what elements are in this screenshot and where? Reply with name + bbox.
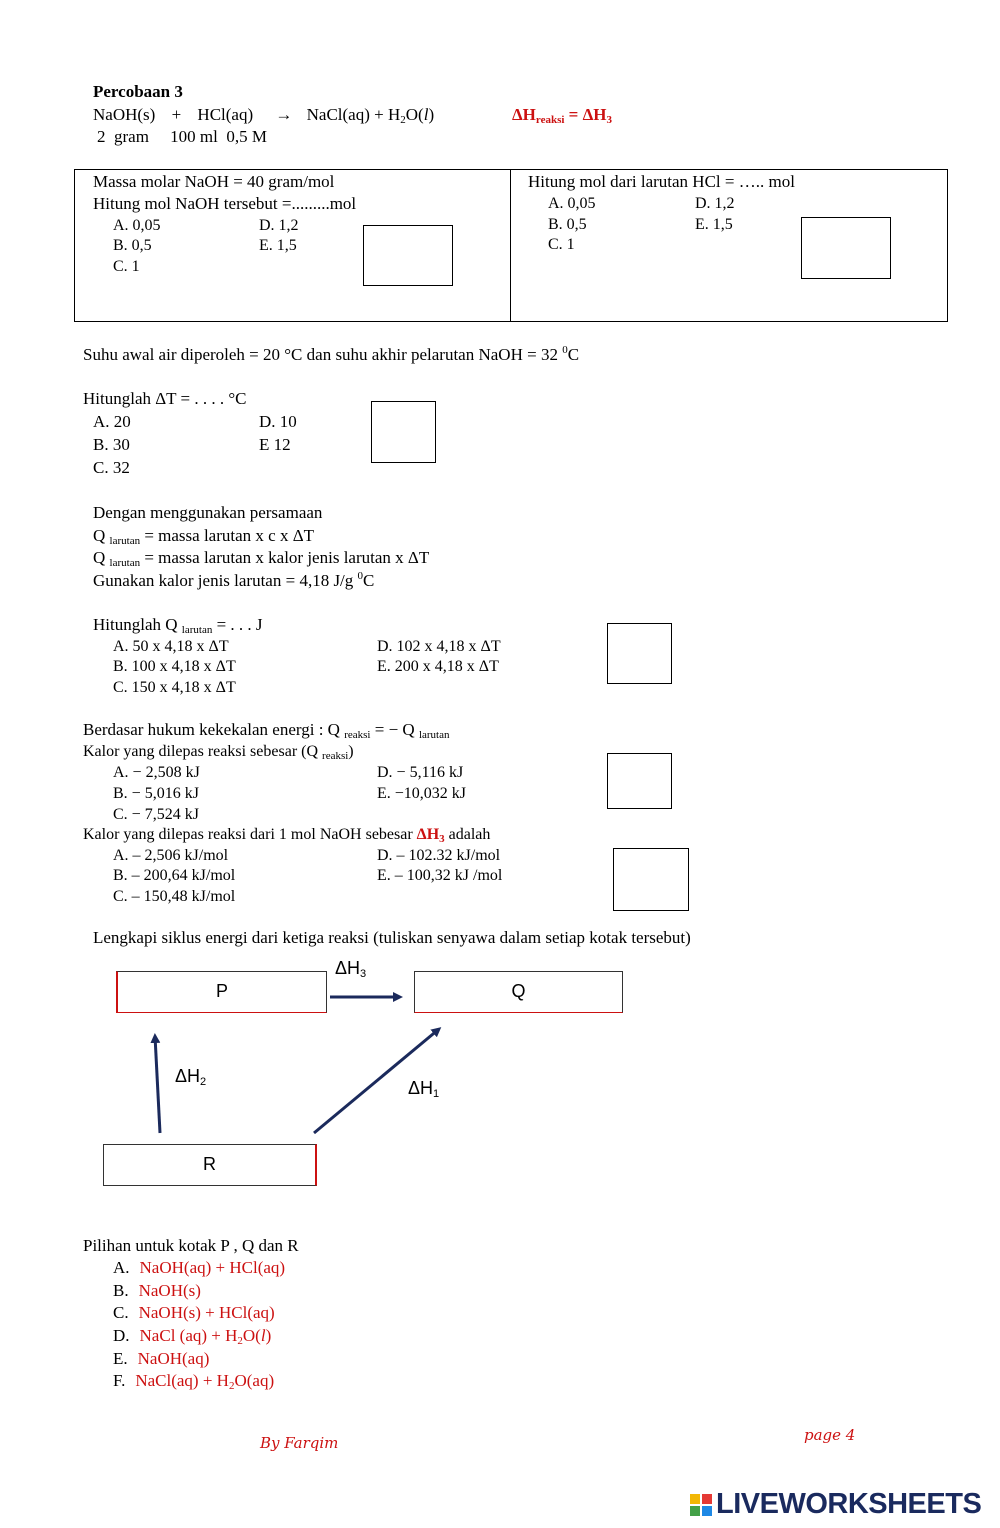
dt-opt-e: E 12 bbox=[259, 435, 291, 454]
naoh-opt-b: B. 0,5 bbox=[113, 237, 152, 254]
q-opt-d: D. 102 x 4,18 x ΔT bbox=[377, 638, 501, 655]
naoh-opt-a: A. 0,05 bbox=[113, 217, 161, 234]
q-opt-a: A. 50 x 4,18 x ΔT bbox=[113, 638, 229, 655]
temperature-statement: Suhu awal air diperoleh = 20 °C dan suhu akhir pelarutan NaOH = 32 $^0$C bbox=[83, 344, 580, 364]
label-dh1: $\Delta H_1$ bbox=[408, 1078, 440, 1100]
specific-heat: Gunakan kalor jenis larutan = 4,18 J/g $^0$C bbox=[93, 570, 375, 590]
choice-b: B. NaOH(s) bbox=[113, 1281, 201, 1300]
reactant-quantities: 2 gram 100 ml 0,5 M bbox=[97, 127, 267, 146]
molar-opt-a: A. – 2,506 kJ/mol bbox=[113, 847, 229, 864]
right-arrow-icon: → bbox=[275, 105, 293, 124]
delta-t-question: Hitunglah ΔT = . . . . °C bbox=[83, 389, 247, 408]
hcl-opt-a: A. 0,05 bbox=[548, 195, 596, 212]
choice-e: E. NaOH(aq) bbox=[113, 1349, 210, 1368]
dt-opt-c: C. 32 bbox=[93, 458, 130, 477]
choice-d: D. NaCl $(aq) + H_2O(l)$ bbox=[113, 1326, 272, 1347]
conservation-law: Berdasar hukum kekekalan energi : Q $_{reaksi}$ = − Q $_{larutan}$ bbox=[83, 720, 450, 741]
dt-opt-d: D. 10 bbox=[259, 412, 297, 431]
hcl-opt-d: D. 1,2 bbox=[695, 195, 735, 212]
heat-opt-c: C. − 7,524 kJ bbox=[113, 806, 199, 823]
q-opt-e: E. 200 x 4,18 x ΔT bbox=[377, 658, 499, 675]
hcl-opt-c: C. 1 bbox=[548, 236, 575, 253]
formula-1: Q $_{larutan}$ = massa larutan x c x ΔT bbox=[93, 526, 315, 547]
cycle-box-p[interactable]: P bbox=[116, 971, 327, 1013]
molar-opt-b: B. – 200,64 kJ/mol bbox=[113, 867, 236, 884]
experiment-title: Percobaan 3 bbox=[93, 82, 183, 101]
cycle-box-q[interactable]: Q bbox=[414, 971, 623, 1013]
formula-2: Q $_{larutan}$ = massa larutan x kalor jenis larutan x ΔT bbox=[93, 548, 430, 569]
naoh-opt-c: C. 1 bbox=[113, 258, 140, 275]
q-opt-b: B. 100 x 4,18 x ΔT bbox=[113, 658, 236, 675]
choice-a: A. NaOH(aq) + HCl(aq) bbox=[113, 1258, 286, 1277]
molar-opt-c: C. – 150,48 kJ/mol bbox=[113, 888, 236, 905]
hcl-mol-question: Hitung mol dari larutan HCl = ….. mol bbox=[528, 172, 795, 191]
molar-enthalpy-question: Kalor yang dilepas reaksi dari 1 mol NaOH sebesar $\Delta H_3$ adalah bbox=[83, 826, 491, 845]
choice-c: C. NaOH(s) + HCl(aq) bbox=[113, 1303, 275, 1322]
formula-intro: Dengan menggunakan persamaan bbox=[93, 503, 323, 522]
delta-h-reaction: $\Delta H_{reaksi} = \Delta H_3$ bbox=[512, 105, 612, 126]
arrow-dh2 bbox=[155, 1036, 160, 1133]
dt-opt-b: B. 30 bbox=[93, 435, 130, 454]
reactant-naoh: NaOH(s) bbox=[93, 105, 156, 124]
molar-opt-e: E. – 100,32 kJ /mol bbox=[377, 867, 503, 884]
page-number: page 4 bbox=[804, 1426, 856, 1444]
author-credit: By Farqim bbox=[260, 1434, 339, 1452]
choices-title: Pilihan untuk kotak P , Q dan R bbox=[83, 1236, 299, 1255]
reactant-hcl: HCl(aq) bbox=[197, 105, 254, 124]
plus-sign: + bbox=[171, 105, 182, 124]
heat-opt-b: B. − 5,016 kJ bbox=[113, 785, 199, 802]
hcl-opt-e: E. 1,5 bbox=[695, 216, 733, 233]
label-dh3: $\Delta H_3$ bbox=[335, 958, 367, 980]
heat-released-question: Kalor yang dilepas reaksi sebesar (Q $_{reaksi}$) bbox=[83, 743, 354, 762]
cycle-box-r[interactable]: R bbox=[103, 1144, 317, 1186]
naoh-mol-question: Hitung mol NaOH tersebut =.........mol bbox=[93, 194, 357, 213]
heat-opt-a: A. − 2,508 kJ bbox=[113, 764, 200, 781]
products: NaCl(aq) + $H_2O(l)$ bbox=[306, 105, 435, 126]
choice-f: F. NaCl(aq) + $H_2O(aq)$ bbox=[113, 1371, 275, 1392]
naoh-opt-d: D. 1,2 bbox=[259, 217, 299, 234]
q-larutan-question: Hitunglah Q $_{larutan}$ = . . . J bbox=[93, 615, 263, 636]
heat-opt-e: E. −10,032 kJ bbox=[377, 785, 467, 802]
naoh-opt-e: E. 1,5 bbox=[259, 237, 297, 254]
label-dh2: $\Delta H_2$ bbox=[175, 1066, 207, 1088]
hcl-opt-b: B. 0,5 bbox=[548, 216, 587, 233]
molar-opt-d: D. – 102.32 kJ/mol bbox=[377, 847, 501, 864]
heat-opt-d: D. − 5,116 kJ bbox=[377, 764, 464, 781]
naoh-molar-mass: Massa molar NaOH = 40 gram/mol bbox=[93, 172, 335, 191]
liveworksheets-logo-icon bbox=[690, 1494, 712, 1516]
cycle-instruction: Lengkapi siklus energi dari ketiga reaksi (tuliskan senyawa dalam setiap kotak tersebut) bbox=[93, 928, 691, 947]
q-opt-c: C. 150 x 4,18 x ΔT bbox=[113, 679, 236, 696]
liveworksheets-brand[interactable]: LIVEWORKSHEETS bbox=[716, 1488, 982, 1520]
dt-opt-a: A. 20 bbox=[93, 412, 131, 431]
